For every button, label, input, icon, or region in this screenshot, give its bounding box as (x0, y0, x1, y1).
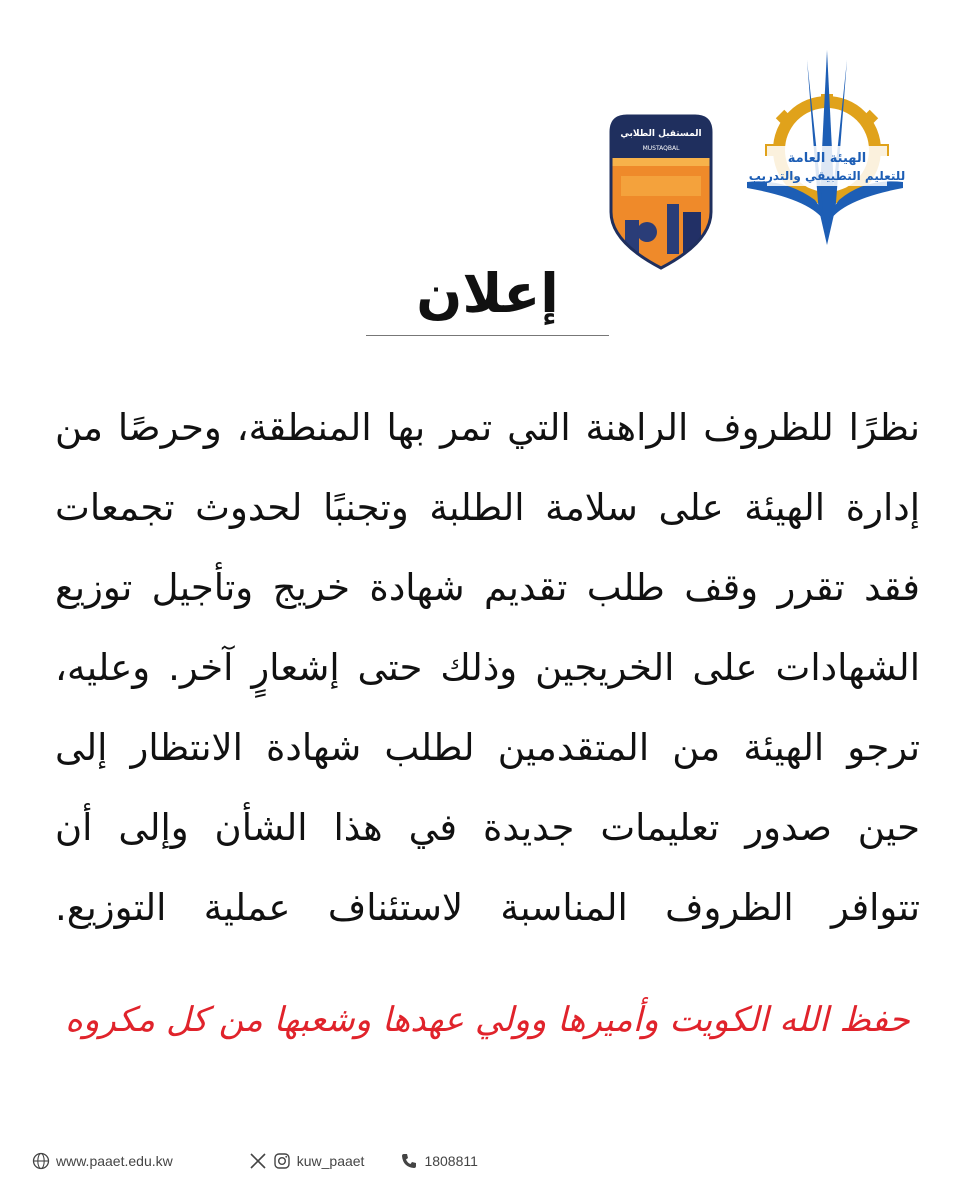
announcement-body (55, 388, 920, 948)
body-line: نظرًا للظروف الراهنة التي تمر بها المنطقة، وحرصًا من (55, 406, 920, 449)
social-handle: kuw_paaet (296, 1153, 365, 1169)
title-wrap (0, 262, 975, 336)
x-icon (249, 1152, 267, 1170)
paaet-logo-line2: للتعليم التطبيقي والتدريب (748, 169, 905, 183)
footer (32, 1150, 478, 1172)
globe-icon (32, 1152, 50, 1170)
body-line: إدارة الهيئة على سلامة الطلبة وتجنبًا لحدوث تجمعات (55, 486, 920, 529)
body-line: فقد تقرر وقف طلب تقديم شهادة خريج وتأجيل توزيع (55, 566, 920, 609)
body-line: حين صدور تعليمات جديدة في هذا الشأن وإلى أن (55, 806, 920, 849)
body-line: تتوافر الظروف المناسبة لاستئناف عملية التوزيع. (55, 886, 920, 929)
paaet-logo-line1: الهيئة العامة (787, 151, 867, 166)
body-line: الشهادات على الخريجين وذلك حتى إشعارٍ آخر. وعليه، (55, 646, 920, 689)
logos-row (565, 50, 905, 250)
phone-icon (400, 1152, 418, 1170)
footer-website[interactable] (32, 1152, 173, 1170)
body-line: ترجو الهيئة من المتقدمين لطلب شهادة الانتظار إلى (55, 726, 920, 769)
website-text: www.paaet.edu.kw (56, 1153, 173, 1169)
prayer-line: حفظ الله الكويت وأميرها وولي عهدها وشعبها من كل مكروه (65, 1000, 910, 1040)
footer-social[interactable] (249, 1152, 365, 1170)
phone-number: 1808811 (424, 1153, 478, 1169)
mustaqbal-logo-sub: MUSTAQBAL (642, 145, 680, 152)
paaet-logo (745, 50, 905, 245)
mustaqbal-logo-label: المستقبل الطلابي (620, 129, 702, 139)
footer-phone[interactable] (400, 1152, 477, 1170)
instagram-icon (273, 1152, 291, 1170)
announcement-title: إعلان (366, 262, 609, 336)
mustaqbal-logo (607, 112, 715, 272)
